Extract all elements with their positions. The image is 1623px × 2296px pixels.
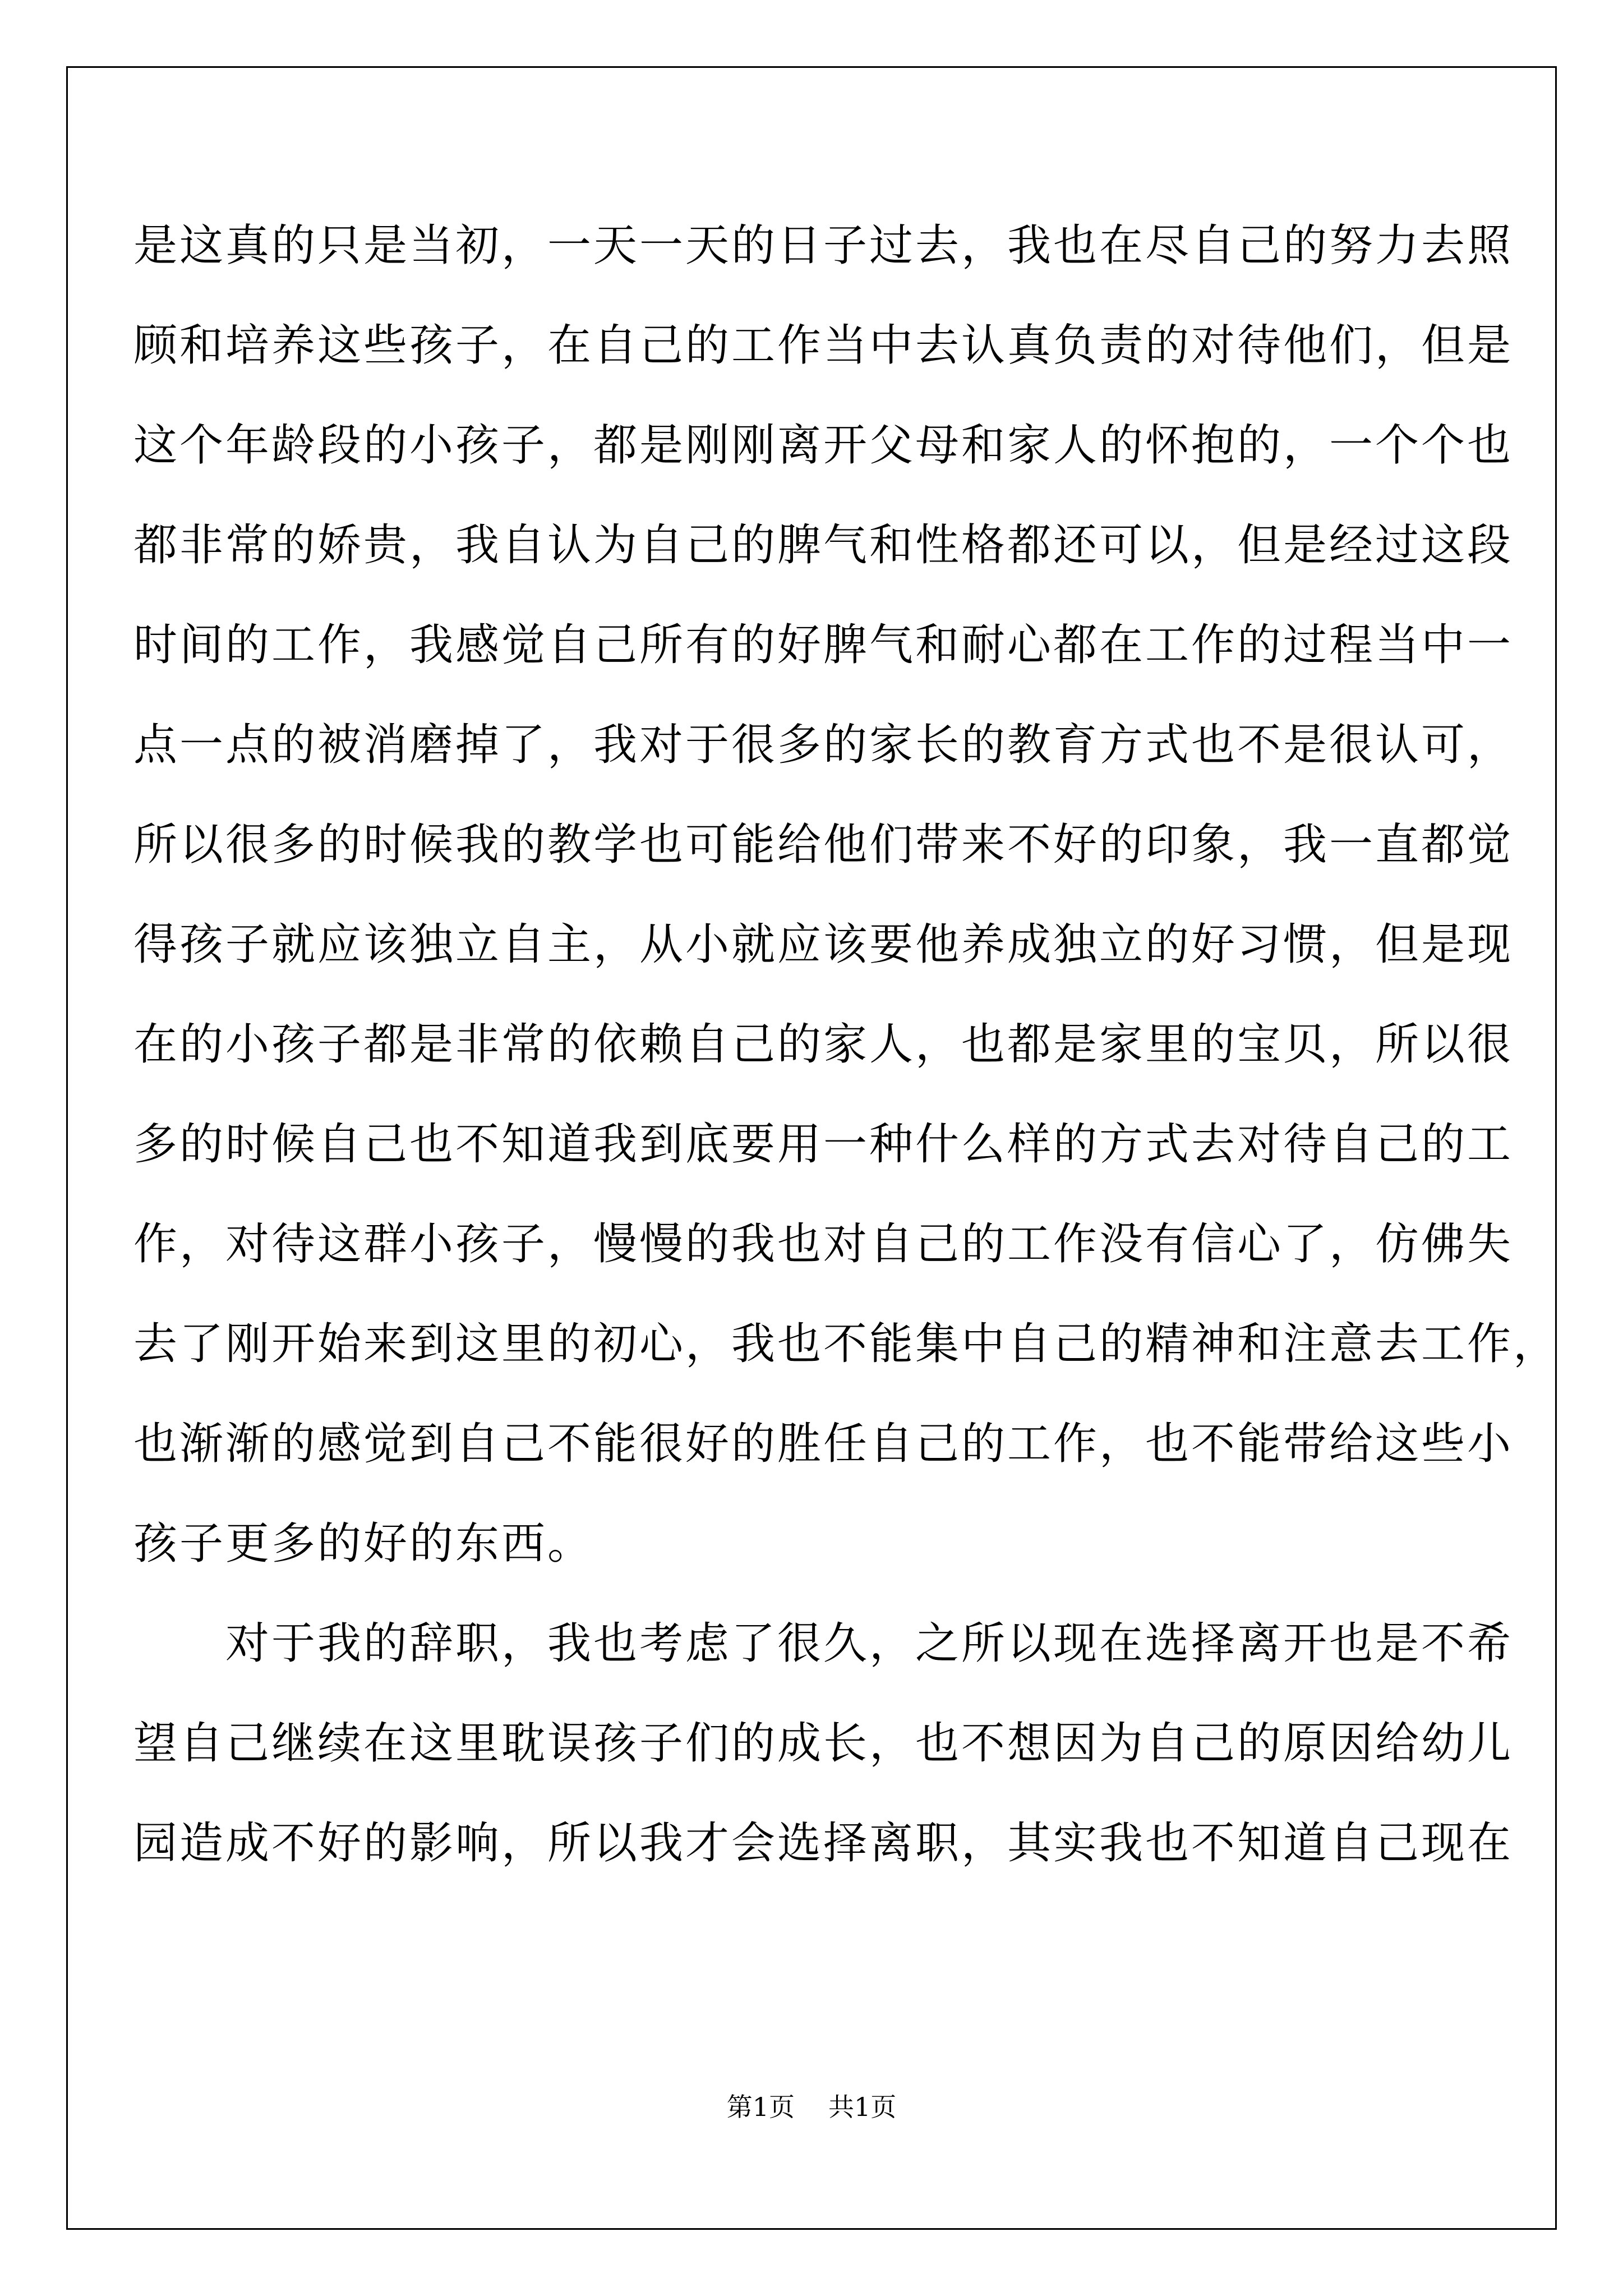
page-number: 第1页 xyxy=(726,2092,795,2122)
text-line: 时间的工作，我感觉自己所有的好脾气和耐心都在工作的过程当中一 xyxy=(133,620,1514,670)
text-line: 是这真的只是当初，一天一天的日子过去，我也在尽自己的努力去照 xyxy=(133,220,1514,271)
text-line: 园造成不好的影响，所以我才会选择离职，其实我也不知道自己现在 xyxy=(133,1818,1514,1869)
text-line: 望自己继续在这里耽误孩子们的成长，也不想因为自己的原因给幼儿 xyxy=(133,1718,1514,1769)
text-line: 对于我的辞职，我也考虑了很久，之所以现在选择离开也是不希 xyxy=(133,1618,1514,1669)
text-line: 孩子更多的好的东西。 xyxy=(133,1519,594,1569)
text-line: 去了刚开始来到这里的初心，我也不能集中自己的精神和注意去工作， xyxy=(133,1319,1560,1369)
page-total: 共1页 xyxy=(828,2092,897,2122)
text-line: 都非常的娇贵，我自认为自己的脾气和性格都还可以，但是经过这段 xyxy=(133,520,1514,570)
text-line: 得孩子就应该独立自主，从小就应该要他养成独立的好习惯，但是现 xyxy=(133,919,1514,970)
text-line: 点一点的被消磨掉了，我对于很多的家长的教育方式也不是很认可， xyxy=(133,720,1514,770)
text-line: 顾和培养这些孩子，在自己的工作当中去认真负责的对待他们，但是 xyxy=(133,320,1514,371)
text-line: 也渐渐的感觉到自己不能很好的胜任自己的工作，也不能带给这些小 xyxy=(133,1419,1514,1469)
page-footer xyxy=(0,2087,1623,2124)
text-line: 在的小孩子都是非常的依赖自己的家人，也都是家里的宝贝，所以很 xyxy=(133,1019,1514,1070)
text-line: 作，对待这群小孩子，慢慢的我也对自己的工作没有信心了，仿佛失 xyxy=(133,1219,1514,1269)
text-line: 多的时候自己也不知道我到底要用一种什么样的方式去对待自己的工 xyxy=(133,1119,1514,1170)
text-line: 所以很多的时候我的教学也可能给他们带来不好的印象，我一直都觉 xyxy=(133,820,1514,870)
text-line: 这个年龄段的小孩子，都是刚刚离开父母和家人的怀抱的，一个个也 xyxy=(133,420,1514,471)
